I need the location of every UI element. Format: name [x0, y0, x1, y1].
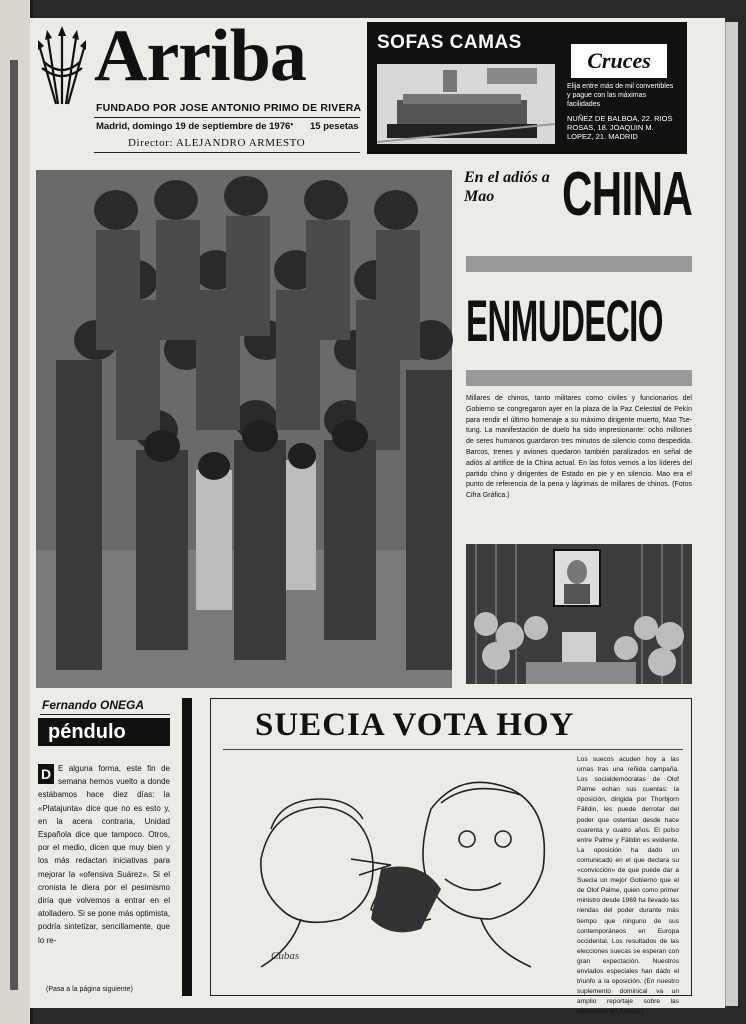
sofa-illustration — [377, 64, 555, 144]
cartoon-signature: Cubas — [271, 950, 300, 962]
gray-band-top — [466, 256, 692, 272]
ad-brand: Cruces — [571, 44, 667, 78]
column-section-title: péndulo — [38, 718, 170, 746]
lead-kicker: En el adiós a Mao — [464, 169, 550, 205]
headline-enmudecio: ENMUDECIO — [466, 289, 663, 354]
director-line: Director: ALEJANDRO ARMESTO — [128, 137, 306, 149]
politicians-caricature — [231, 769, 561, 969]
crowd-photo — [36, 170, 452, 688]
issue-date: Madrid, domingo 19 de septiembre de 1976 — [96, 121, 291, 132]
column-dropcap: D — [38, 764, 54, 784]
page-edge — [725, 22, 738, 1006]
headline-china: CHINA — [562, 160, 693, 229]
ad-title: SOFAS CAMAS — [377, 32, 522, 53]
spine-strip — [10, 60, 18, 990]
byline-rule — [40, 714, 170, 715]
suecia-rule — [223, 749, 683, 750]
column-body-text: E alguna forma, este fin de semana hemos vuelto a donde estábamos hace diez días: la «Platajunta» dice que no es esto y, en la acera contraria, Unidad Española dice que tampoco. Otros, por el medio, dicen que muy bien y los más redactan iniciativas para mejorar la «ofensiva Suárez». Si el cronista le diera por el pesimismo diría que volvemos a entrar en el atolladero. Si se pone más optimista, podría sintetizar, sencillamente, que lo re- — [38, 764, 170, 945]
ad-slogan: Elija entre más de mil convertibles y pague con las máximas facilidades — [567, 83, 674, 108]
column-byline: Fernando ONEGA — [42, 698, 145, 712]
previous-page-spine — [0, 0, 33, 1024]
sofa-ad — [367, 22, 687, 154]
lead-body: Millares de chinos, tanto militares como civiles y funcionarios del Gobierno se congregaron ayer en la plaza de la Paz Celestial de Pekín para rendir el último homenaje a su máximo dirigente muerto, Mao Tse-tung. La manifestación de duelo ha sido impresionante: ocho millones de seres humanos guardaron tres minutos de silencio como despedida. Barcos, trenes y aviones quedaron también paralizados en señal de adiós al artífice de la China actual. En las fotos vemos a los líderes del partido chino y dirigentes de Estado en pie y en silencio. Mao era el punto de referencia de la pena y lágrimas de millares de chinos. (Fotos Cifra Gráfica.) — [466, 395, 692, 500]
column-body — [38, 762, 170, 947]
suecia-headline: SUECIA VOTA HOY — [255, 707, 575, 743]
masthead-rule-bottom — [94, 152, 360, 153]
newspaper-page — [30, 15, 725, 1016]
issue-price: 15 pesetas — [310, 121, 359, 132]
column-divider — [182, 698, 192, 996]
yoke-and-arrows-logo — [36, 24, 88, 114]
suecia-story — [210, 698, 692, 1016]
date-bullet: • — [290, 120, 294, 131]
masthead-founder: FUNDADO POR JOSE ANTONIO PRIMO DE RIVERA — [96, 102, 362, 114]
column-continued-note: (Pasa a la página siguiente) — [46, 986, 133, 993]
mao-portrait-photo — [466, 544, 692, 684]
masthead-title: Arriba — [94, 15, 306, 97]
ad-addresses: NUÑEZ DE BALBOA, 22. RIOS ROSAS, 18. JOAQUIN M. LOPEZ, 21. MADRID — [567, 114, 673, 141]
gray-band-bottom — [466, 370, 692, 386]
masthead-rule — [94, 117, 360, 118]
suecia-body: Los suecos acuden hoy a las urnas tras una reñida campaña. Los socialdemócratas de Olof Palme echan sus cuentas: la oposición, dirigida por Thorbjorn Fälldin, les puede derrotar del poder que ostentan desde hace cuarenta y cuatro años. El pulso entre Palme y Fälldin es evidente. La oposición ha dado un comunicado en el que declara su «convicción» de que puede dar a Suecia un mejor Gobierno que el de Olof Palme, quien como primer ministro desde 1969 ha llevado las riendas del poder durante más tiempo que ninguno de sus contemporáneos en Europa occidental. Los resultados de las elecciones suecas se esperan con gran expectación. Nuestros enviados especiales han dado el triunfo a la oposición. (En nuestro suplemento dominical va un amplio reportaje sobre las elecciones en Suecia.) — [577, 756, 679, 1016]
